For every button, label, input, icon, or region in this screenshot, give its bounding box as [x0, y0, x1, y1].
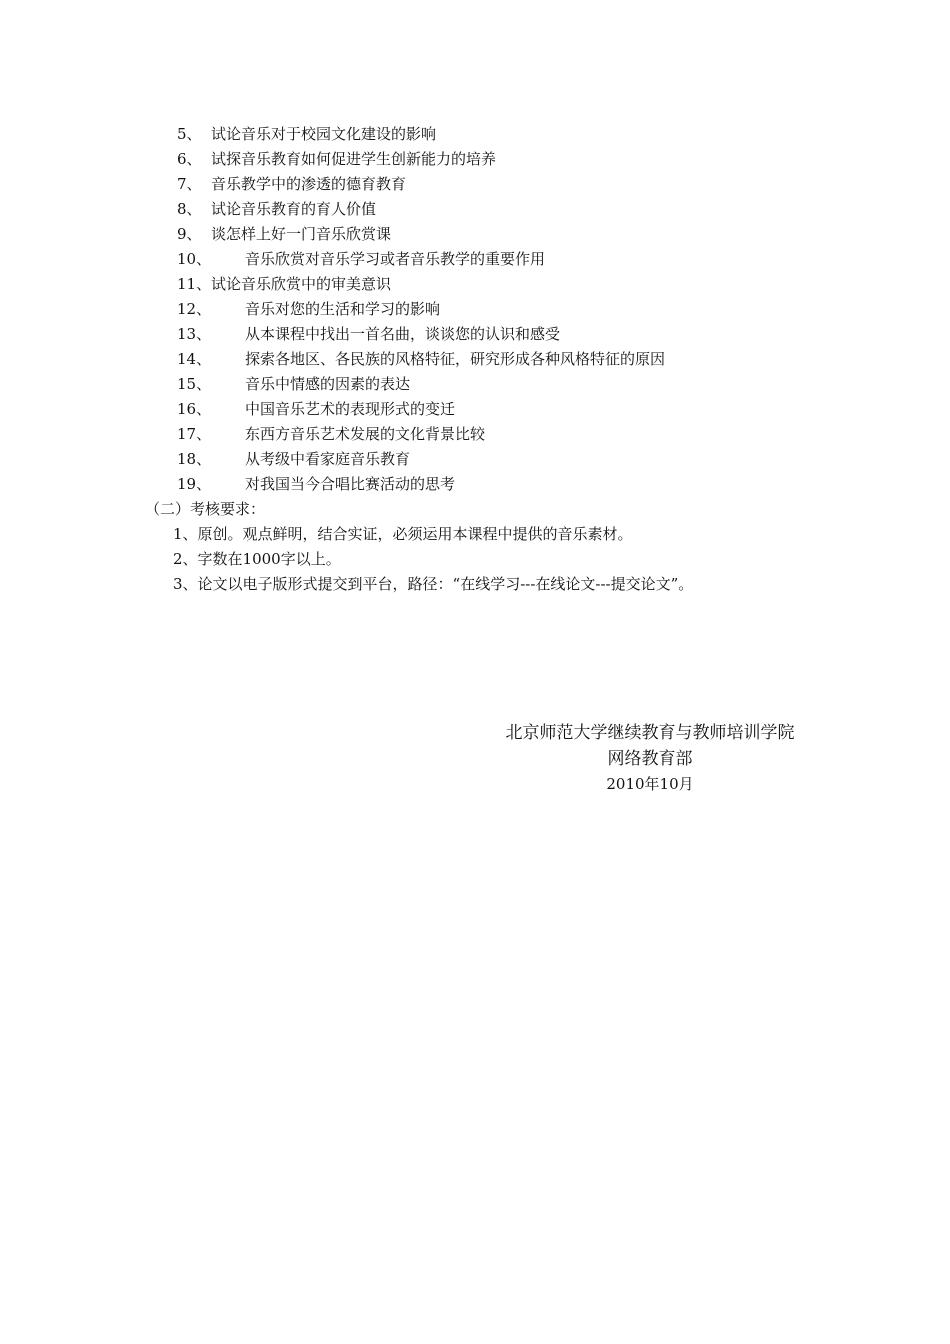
- topic-item: [0, 372, 950, 397]
- topic-number: 15、: [177, 375, 212, 393]
- signature-block: [470, 720, 830, 796]
- topic-text: 对我国当今合唱比赛活动的思考: [245, 475, 456, 493]
- topic-number: 16、: [177, 400, 212, 418]
- requirement-item: 1、原创。观点鲜明，结合实证，必须运用本课程中提供的音乐素材。: [173, 525, 633, 543]
- requirement-item: 3、论文以电子版形式提交到平台，路径：“在线学习---在线论文---提交论文”。: [173, 575, 694, 593]
- topic-item: [0, 472, 950, 497]
- topic-text: 探索各地区、各民族的风格特征，研究形成各种风格特征的原因: [245, 350, 666, 368]
- topic-number: 18、: [177, 450, 212, 468]
- topic-number: 6、: [177, 150, 202, 168]
- topic-item: [0, 397, 950, 422]
- topic-text: 从本课程中找出一首名曲，谈谈您的认识和感受: [245, 325, 561, 343]
- topic-text: 谈怎样上好一门音乐欣赏课: [211, 225, 392, 243]
- topic-text: 音乐对您的生活和学习的影响: [245, 300, 441, 318]
- topic-text: 试论音乐教育的育人价值: [211, 200, 377, 218]
- topic-item: [0, 197, 950, 222]
- topic-number: 12、: [177, 300, 212, 318]
- topic-text: 试论音乐对于校园文化建设的影响: [211, 125, 437, 143]
- topic-text: 试探音乐教育如何促进学生创新能力的培养: [211, 150, 497, 168]
- topic-item: [0, 172, 950, 197]
- topic-item: [0, 422, 950, 447]
- topic-number: 10、: [177, 250, 212, 268]
- topic-text: 东西方音乐艺术发展的文化背景比较: [245, 425, 486, 443]
- topic-text: 从考级中看家庭音乐教育: [245, 450, 411, 468]
- topic-item: [0, 447, 950, 472]
- topic-text: 试论音乐欣赏中的审美意识: [211, 275, 392, 293]
- topic-text: 音乐教学中的渗透的德育教育: [211, 175, 407, 193]
- topic-number: 11、: [177, 275, 212, 293]
- topic-item: [0, 147, 950, 172]
- topic-number: 9、: [177, 225, 202, 243]
- topic-text: 音乐欣赏对音乐学习或者音乐教学的重要作用: [245, 250, 546, 268]
- topic-item: [0, 322, 950, 347]
- department-name: 网络教育部: [607, 749, 693, 769]
- topic-number: 13、: [177, 325, 212, 343]
- topic-number: 17、: [177, 425, 212, 443]
- issue-date: 2010年10月: [606, 775, 694, 793]
- topic-item: [0, 272, 950, 297]
- topic-item: [0, 122, 950, 147]
- topic-number: 8、: [177, 200, 202, 218]
- requirements-list: [173, 522, 933, 597]
- topic-number: 5、: [177, 125, 202, 143]
- requirement-item: 2、字数在1000字以上。: [173, 550, 341, 568]
- institution-name: 北京师范大学继续教育与教师培训学院: [505, 723, 795, 743]
- topic-text: 音乐中情感的因素的表达: [245, 375, 411, 393]
- topic-item: [0, 247, 950, 272]
- topic-number: 14、: [177, 350, 212, 368]
- topic-item: [0, 297, 950, 322]
- topic-item: [0, 347, 950, 372]
- topic-text: 中国音乐艺术的表现形式的变迁: [245, 400, 456, 418]
- requirements-heading: （二）考核要求：: [145, 500, 266, 518]
- topic-number: 19、: [177, 475, 212, 493]
- topic-item: [0, 222, 950, 247]
- topic-list: [0, 122, 950, 497]
- topic-number: 7、: [177, 175, 202, 193]
